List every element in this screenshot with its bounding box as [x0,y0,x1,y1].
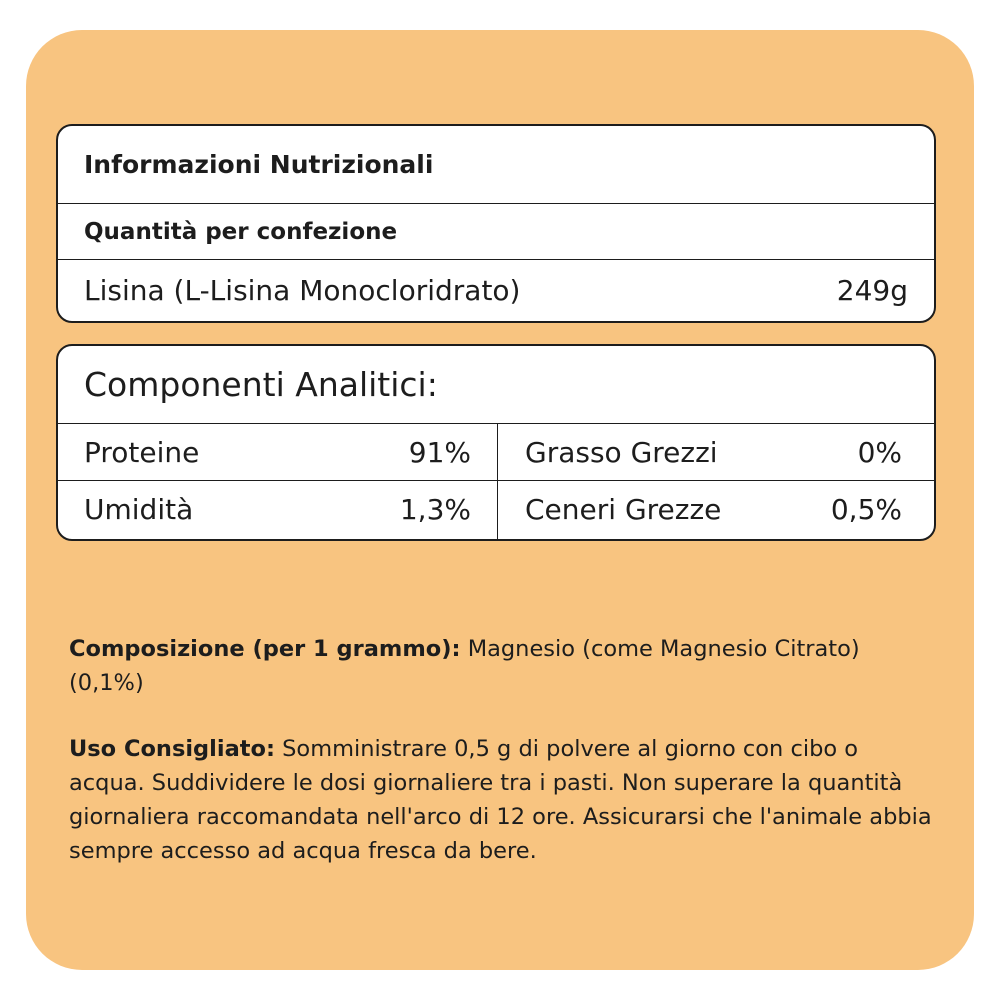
composition-text: Magnesio (come Magnesio Citrato) (0,1%) [69,636,860,696]
analytic-cell [498,481,934,538]
analytic-label: Grasso Grezzi [525,435,718,469]
analytic-cell [58,424,497,481]
nutrition-item-label: Lisina (L-Lisina Monocloridrato) [84,274,521,307]
analytic-value: 0,5% [830,493,902,526]
nutrition-info-panel [56,124,936,323]
analytic-label: Proteine [84,435,200,469]
analytic-value: 1,3% [399,493,471,526]
analytic-label: Umidità [84,493,194,526]
usage-text: Somministrare 0,5 g di polvere al giorno con cibo o acqua. Suddividere le dosi giornaliere tra i pasti. Non superare la quantità giornaliera raccomandata nell'arco di 12 ore. Assicurarsi che l'animale abbia sempre accesso ad acqua fresca da bere. [69,736,932,864]
composition-label: Composizione (per 1 grammo): [69,636,461,662]
analytic-title: Componenti Analitici: [58,346,934,424]
nutrition-title: Informazioni Nutrizionali [58,126,934,204]
analytic-grid [58,424,934,539]
analytic-label: Ceneri Grezze [525,493,722,526]
analytic-value: 0% [857,435,902,469]
nutrition-item-row [58,260,934,321]
analytic-cell [58,481,497,538]
analytic-components-panel [56,344,936,541]
composition-paragraph [69,632,939,700]
nutrition-subtitle: Quantità per confezione [58,204,934,260]
usage-label: Uso Consigliato: [69,736,275,762]
analytic-column-right [498,424,934,539]
analytic-value: 91% [408,435,471,469]
usage-paragraph [69,732,939,868]
analytic-cell [498,424,934,481]
analytic-column-left [58,424,498,539]
nutrition-item-value: 249g [836,274,908,307]
